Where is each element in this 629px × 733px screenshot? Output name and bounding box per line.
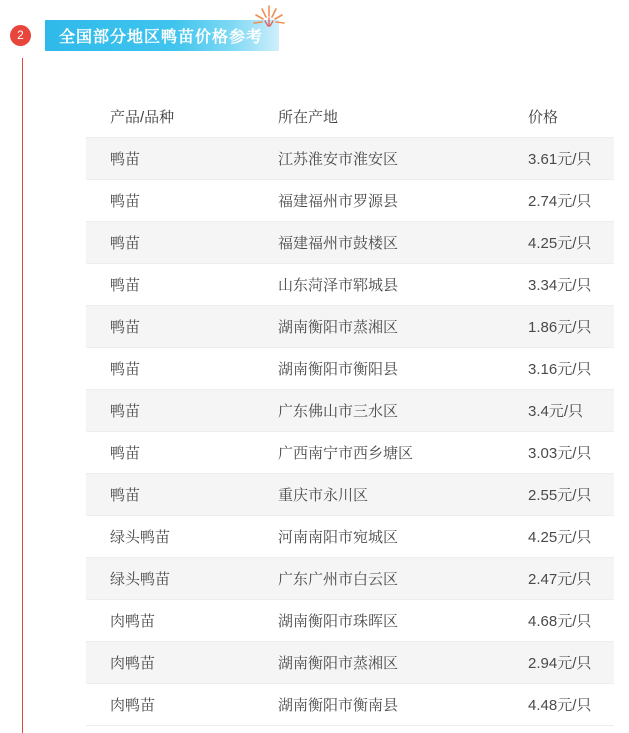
- cell-origin: 广东广州市白云区: [254, 558, 504, 600]
- cell-price: 1.86元/只: [504, 306, 614, 348]
- cell-product: 鸭苗: [86, 264, 254, 306]
- cell-origin: 湖南衡阳市蒸湘区: [254, 306, 504, 348]
- cell-origin: 广西南宁市西乡塘区: [254, 432, 504, 474]
- table-row: [86, 684, 614, 726]
- cell-origin: 福建福州市罗源县: [254, 180, 504, 222]
- cell-product: 鸭苗: [86, 180, 254, 222]
- section-header: [0, 0, 629, 58]
- cell-product: 鸭苗: [86, 138, 254, 180]
- column-header-origin: 所在产地: [254, 96, 504, 138]
- left-accent-rule: [22, 58, 23, 733]
- cell-origin: 江苏淮安市淮安区: [254, 138, 504, 180]
- cell-origin: 河南南阳市宛城区: [254, 516, 504, 558]
- table-row: [86, 558, 614, 600]
- price-table-container: [86, 96, 614, 726]
- table-row: [86, 180, 614, 222]
- duckling-price-table: [86, 96, 614, 726]
- cell-origin: 湖南衡阳市蒸湘区: [254, 642, 504, 684]
- section-number-badge: 2: [10, 25, 31, 46]
- table-row: [86, 390, 614, 432]
- table-header: [86, 96, 614, 138]
- cell-price: 2.55元/只: [504, 474, 614, 516]
- cell-price: 2.47元/只: [504, 558, 614, 600]
- cell-product: 肉鸭苗: [86, 684, 254, 726]
- cell-origin: 福建福州市鼓楼区: [254, 222, 504, 264]
- page-title: 全国部分地区鸭苗价格参考: [59, 29, 264, 46]
- table-row: [86, 306, 614, 348]
- cell-product: 鸭苗: [86, 348, 254, 390]
- cell-origin: 湖南衡阳市衡南县: [254, 684, 504, 726]
- table-header-row: [86, 96, 614, 138]
- cell-product: 鸭苗: [86, 474, 254, 516]
- table-row: [86, 600, 614, 642]
- cell-price: 3.03元/只: [504, 432, 614, 474]
- cell-price: 2.94元/只: [504, 642, 614, 684]
- cell-price: 2.74元/只: [504, 180, 614, 222]
- cell-product: 肉鸭苗: [86, 600, 254, 642]
- cell-origin: 广东佛山市三水区: [254, 390, 504, 432]
- cell-price: 3.61元/只: [504, 138, 614, 180]
- cell-product: 鸭苗: [86, 222, 254, 264]
- cell-product: 鸭苗: [86, 432, 254, 474]
- cell-product: 绿头鸭苗: [86, 516, 254, 558]
- table-row: [86, 348, 614, 390]
- cell-origin: 湖南衡阳市珠晖区: [254, 600, 504, 642]
- table-row: [86, 222, 614, 264]
- cell-price: 3.16元/只: [504, 348, 614, 390]
- cell-price: 3.34元/只: [504, 264, 614, 306]
- cell-price: 4.25元/只: [504, 222, 614, 264]
- section-title-banner: [45, 20, 279, 51]
- cell-product: 肉鸭苗: [86, 642, 254, 684]
- cell-price: 3.4元/只: [504, 390, 614, 432]
- cell-price: 4.68元/只: [504, 600, 614, 642]
- column-header-product: 产品/品种: [86, 96, 254, 138]
- table-row: [86, 432, 614, 474]
- table-row: [86, 138, 614, 180]
- cell-origin: 重庆市永川区: [254, 474, 504, 516]
- table-row: [86, 516, 614, 558]
- cell-price: 4.48元/只: [504, 684, 614, 726]
- cell-price: 4.25元/只: [504, 516, 614, 558]
- table-body: [86, 138, 614, 726]
- cell-origin: 山东菏泽市郓城县: [254, 264, 504, 306]
- cell-origin: 湖南衡阳市衡阳县: [254, 348, 504, 390]
- table-row: [86, 474, 614, 516]
- table-row: [86, 642, 614, 684]
- column-header-price: 价格: [504, 96, 614, 138]
- cell-product: 鸭苗: [86, 390, 254, 432]
- table-row: [86, 264, 614, 306]
- cell-product: 鸭苗: [86, 306, 254, 348]
- cell-product: 绿头鸭苗: [86, 558, 254, 600]
